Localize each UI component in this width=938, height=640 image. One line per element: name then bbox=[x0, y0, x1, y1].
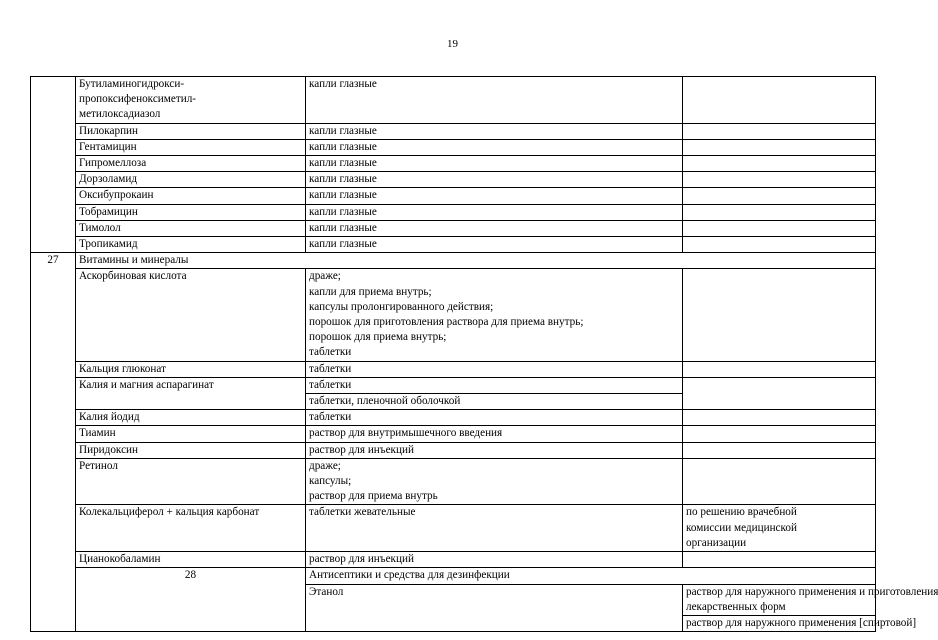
dosage-form: капли глазные bbox=[306, 123, 683, 139]
note-cell bbox=[683, 377, 876, 409]
drug-name: метилоксадиазол bbox=[79, 108, 161, 121]
dosage-form-cell: капли глазные bbox=[306, 77, 683, 124]
dosage-form: капли глазные bbox=[306, 156, 683, 172]
medicines-table bbox=[30, 76, 938, 632]
table-row bbox=[31, 77, 876, 124]
note-cell bbox=[683, 204, 876, 220]
note-text: организации bbox=[686, 536, 747, 549]
note-cell bbox=[683, 269, 876, 361]
drug-name: Тимолол bbox=[76, 220, 306, 236]
group-header-row bbox=[31, 253, 876, 269]
dosage-form: капли глазные bbox=[306, 204, 683, 220]
table-row bbox=[31, 426, 876, 442]
drug-name: Этанол bbox=[306, 584, 683, 632]
table-row bbox=[31, 204, 876, 220]
table-row bbox=[31, 410, 876, 426]
dosage-form: таблетки bbox=[306, 410, 683, 426]
note-cell bbox=[683, 123, 876, 139]
drug-name: Колекальциферол + кальция карбонат bbox=[76, 505, 306, 552]
drug-name: Цианокобаламин bbox=[76, 552, 306, 568]
note-cell bbox=[683, 426, 876, 442]
note-cell bbox=[683, 410, 876, 426]
dosage-form: драже; bbox=[309, 270, 341, 283]
dosage-form: таблетки жевательные bbox=[306, 505, 683, 552]
note-cell bbox=[683, 361, 876, 377]
table-row bbox=[31, 188, 876, 204]
drug-name: Аскорбиновая кислота bbox=[76, 269, 306, 361]
dosage-form-cell bbox=[683, 584, 938, 615]
drug-name: Оксибупрокаин bbox=[76, 188, 306, 204]
dosage-form: порошок для приготовления раствора для приема внутрь; bbox=[309, 316, 584, 329]
note-text: комиссии медицинской bbox=[686, 521, 797, 534]
note-cell bbox=[683, 172, 876, 188]
dosage-form: капли глазные bbox=[306, 237, 683, 253]
dosage-form: капли для приема внутрь; bbox=[309, 285, 432, 298]
group-title: Антисептики и средства для дезинфекции bbox=[306, 568, 876, 584]
drug-name: Ретинол bbox=[76, 458, 306, 505]
note-cell bbox=[683, 188, 876, 204]
drug-name-cell bbox=[76, 77, 306, 124]
group-header-row bbox=[31, 568, 876, 584]
drug-name: Гентамицин bbox=[76, 139, 306, 155]
dosage-form: капли глазные bbox=[306, 188, 683, 204]
page-number: 19 bbox=[447, 38, 458, 50]
dosage-form: капсулы пролонгированного действия; bbox=[309, 300, 494, 313]
drug-name: пропоксифеноксиметил- bbox=[79, 93, 196, 106]
note-cell bbox=[683, 77, 876, 124]
dosage-form-cell bbox=[306, 269, 683, 361]
table-row bbox=[31, 237, 876, 253]
table-row bbox=[31, 139, 876, 155]
note-cell bbox=[683, 458, 876, 505]
table-row bbox=[31, 505, 876, 552]
table-row bbox=[31, 377, 876, 393]
drug-name: Пиридоксин bbox=[76, 442, 306, 458]
table-row bbox=[31, 220, 876, 236]
drug-name: Калия и магния аспарагинат bbox=[76, 377, 306, 409]
drug-name: Тобрамицин bbox=[76, 204, 306, 220]
table-row bbox=[31, 458, 876, 505]
table-row bbox=[31, 123, 876, 139]
drug-name: Пилокарпин bbox=[76, 123, 306, 139]
note-cell bbox=[683, 237, 876, 253]
drug-name: Гипромеллоза bbox=[76, 156, 306, 172]
note-cell bbox=[683, 156, 876, 172]
dosage-form: раствор для инъекций bbox=[306, 442, 683, 458]
dosage-form: раствор для приема внутрь bbox=[309, 490, 438, 503]
dosage-form: таблетки, пленочной оболочкой bbox=[306, 394, 683, 410]
dosage-form: капли глазные bbox=[306, 172, 683, 188]
dosage-form: раствор для наружного применения и приготовления bbox=[686, 585, 938, 598]
note-text: по решению врачебной bbox=[686, 506, 797, 519]
table-row bbox=[31, 172, 876, 188]
table-row bbox=[31, 269, 876, 361]
note-cell bbox=[683, 552, 876, 568]
note-cell bbox=[683, 442, 876, 458]
dosage-form: капсулы; bbox=[309, 475, 352, 488]
dosage-form: таблетки bbox=[306, 361, 683, 377]
dosage-form: драже; bbox=[309, 459, 341, 472]
table-row bbox=[31, 442, 876, 458]
group-title: Витамины и минералы bbox=[76, 253, 876, 269]
dosage-form: раствор для внутримышечного введения bbox=[306, 426, 683, 442]
note-cell bbox=[683, 220, 876, 236]
table-row bbox=[31, 361, 876, 377]
note-cell bbox=[683, 139, 876, 155]
dosage-form: таблетки bbox=[309, 346, 352, 359]
drug-name: Тиамин bbox=[76, 426, 306, 442]
dosage-form: таблетки bbox=[306, 377, 683, 393]
group-number: 27 bbox=[31, 253, 76, 632]
dosage-form: раствор для наружного применения [спиртовой] bbox=[683, 615, 876, 631]
drug-name: Кальция глюконат bbox=[76, 361, 306, 377]
dosage-form: лекарственных форм bbox=[686, 600, 786, 613]
dosage-form-cell bbox=[306, 458, 683, 505]
dosage-form: капли глазные bbox=[306, 220, 683, 236]
note-cell bbox=[683, 505, 876, 552]
table-row bbox=[31, 156, 876, 172]
dosage-form: раствор для инъекций bbox=[306, 552, 683, 568]
drug-name: Дорзоламид bbox=[76, 172, 306, 188]
drug-name: Тропикамид bbox=[76, 237, 306, 253]
dosage-form: порошок для приема внутрь; bbox=[309, 331, 447, 344]
drug-name: Бутиламиногидрокси- bbox=[79, 78, 185, 90]
group-number: 28 bbox=[76, 568, 306, 632]
table-row bbox=[31, 552, 876, 568]
group-number-cell bbox=[31, 77, 76, 253]
dosage-form: капли глазные bbox=[306, 139, 683, 155]
drug-name: Калия йодид bbox=[76, 410, 306, 426]
